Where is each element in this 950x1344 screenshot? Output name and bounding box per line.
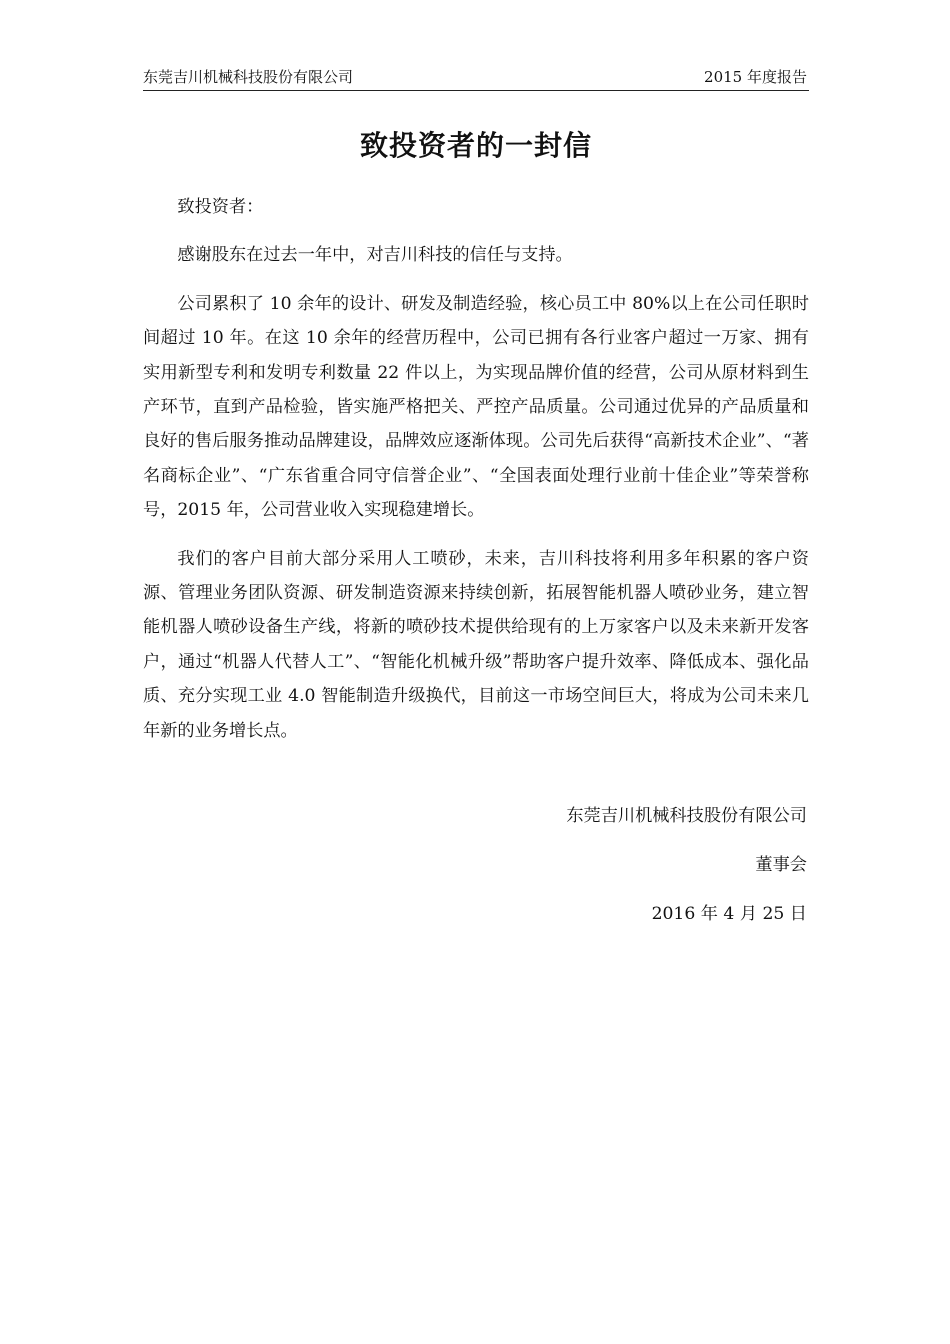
- paragraph-future-plans: 我们的客户目前大部分采用人工喷砂，未来，吉川科技将利用多年积累的客户资源、管理业务团队资源、研发制造资源来持续创新，拓展智能机器人喷砂业务，建立智能机器人喷砂设备生产线，将新的喷砂技术提供给现有的上万家客户以及未来新开发客户，通过“机器人代替人工”、“智能化机械升级”帮助客户提升效率、降低成本、强化品质、充分实现工业 4.0 智能制造升级换代，目前这一市场空间巨大，将成为公司未来几年新的业务增长点。: [143, 548, 809, 741]
- paragraph-company-history: 公司累积了 10 余年的设计、研发及制造经验，核心员工中 80%以上在公司任职时间超过 10 年。在这 10 余年的经营历程中，公司已拥有各行业客户超过一万家、拥有实用新型专利和发明专利数量 22 件以上，为实现品牌价值的经营，公司从原材料到生产环节，直到产品检验，皆实施严格把关、严控产品质量。公司通过优异的产品质量和良好的售后服务推动品牌建设，品牌效应逐渐体现。公司先后获得“高新技术企业”、“著名商标企业”、“广东省重合同守信誉企业”、“全国表面处理行业前十佳企业”等荣誉称号，2015 年，公司营业收入实现稳建增长。: [143, 293, 809, 521]
- header-report-label: 2015 年度报告: [704, 68, 807, 86]
- signature-board: 董事会: [755, 855, 807, 875]
- signature-company: 东莞吉川机械科技股份有限公司: [566, 806, 807, 826]
- letter-body: [143, 190, 809, 762]
- signature-date: 2016 年 4 月 25 日: [651, 904, 807, 924]
- letter-title: 致投资者的一封信: [359, 129, 592, 162]
- salutation: 致投资者：: [177, 197, 264, 217]
- paragraph-thanks: 感谢股东在过去一年中，对吉川科技的信任与支持。: [177, 245, 573, 266]
- header-company-name: 东莞吉川机械科技股份有限公司: [143, 68, 354, 86]
- page-header: [143, 66, 809, 91]
